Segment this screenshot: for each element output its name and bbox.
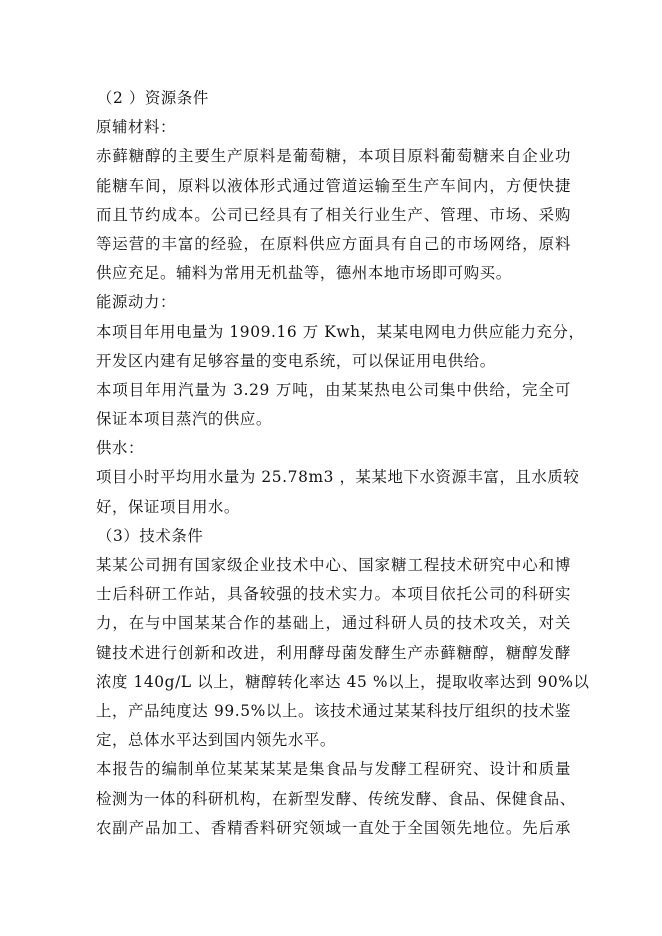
paragraph-line: 检测为一体的科研机构，在新型发酵、传统发酵、食品、保健食品、	[96, 789, 576, 808]
paragraph-line: 士后科研工作站，具备较强的技术实力。本项目依托公司的科研实	[96, 585, 571, 604]
paragraph-line: 开发区内建有足够容量的变电系统，可以保证用电供给。	[96, 351, 496, 370]
section-heading-resource-conditions: （2 ）资源条件	[97, 89, 209, 107]
paragraph-line: 某某公司拥有国家级企业技术中心、国家糖工程技术研究中心和博	[96, 556, 571, 574]
subheading-raw-materials: 原辅材料：	[96, 118, 176, 137]
paragraph-line: 力，在与中国某某合作的基础上，通过科研人员的技术攻关，对关	[96, 614, 571, 633]
paragraph-line: 本项目年用电量为 1909.16 万 Kwh，某某电网电力供应能力充分，	[96, 322, 585, 341]
paragraph-line: 保证本项目蒸汽的供应。	[96, 410, 272, 429]
subheading-water-supply: 供水：	[96, 439, 144, 458]
paragraph-line: 赤藓糖醇的主要生产原料是葡萄糖，本项目原料葡萄糖来自企业功	[96, 147, 571, 166]
paragraph-line: 而且节约成本。公司已经具有了相关行业生产、管理、市场、采购	[96, 205, 571, 224]
paragraph-line: 好，保证项目用水。	[96, 497, 240, 516]
paragraph-line: 项目小时平均用水量为 25.78m3 ，某某地下水资源丰富，且水质较	[96, 468, 580, 487]
document-body	[96, 84, 590, 843]
paragraph-line: 上，产品纯度达 99.5%以上。该技术通过某某科技厅组织的技术鉴	[96, 701, 571, 720]
paragraph-line: 农副产品加工、香精香料研究领域一直处于全国领先地位。先后承	[96, 818, 571, 837]
paragraph-line: 供应充足。辅料为常用无机盐等，德州本地市场即可购买。	[96, 264, 512, 283]
paragraph-line: 等运营的丰富的经验，在原料供应方面具有自己的市场网络，原料	[96, 234, 571, 253]
paragraph-line: 定，总体水平达到国内领先水平。	[96, 731, 336, 750]
paragraph-line: 浓度 140g/L 以上，糖醇转化率达 45 %以上，提取收率达到 90%以	[96, 672, 590, 691]
subheading-energy: 能源动力：	[96, 293, 176, 312]
paragraph-line: 本报告的编制单位某某某某是集食品与发酵工程研究、设计和质量	[96, 760, 571, 779]
paragraph-line: 能糖车间，原料以液体形式通过管道运输至生产车间内，方便快捷	[96, 176, 571, 195]
paragraph-line: 本项目年用汽量为 3.29 万吨，由某某热电公司集中供给，完全可	[96, 380, 571, 399]
section-heading-technical-conditions: （3）技术条件	[97, 526, 204, 545]
paragraph-line: 键技术进行创新和改进，利用酵母菌发酵生产赤藓糖醇，糖醇发酵	[96, 643, 571, 662]
